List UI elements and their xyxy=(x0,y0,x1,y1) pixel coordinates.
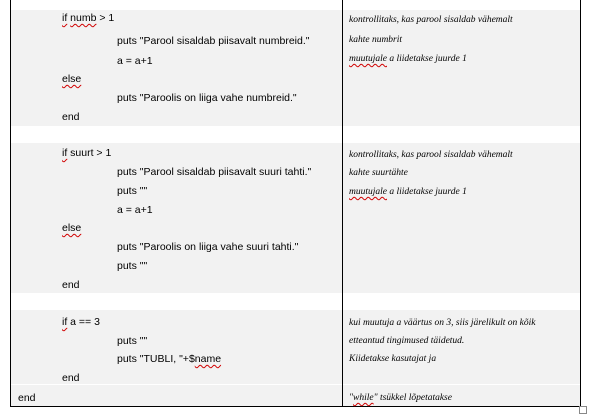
code-else-1: else xyxy=(62,73,82,85)
if-keyword: if xyxy=(62,316,68,328)
code-end-2: end xyxy=(62,279,80,291)
quote-open: " xyxy=(349,393,353,403)
code-puts-tahti: puts "Parool sisaldab piisavalt suuri tahti." xyxy=(117,166,312,178)
code-assign-1: a = a+1 xyxy=(117,55,153,67)
code-puts-vahe-numbreid: puts "Paroolis on liiga vahe numbreid." xyxy=(117,92,297,104)
comment-1-line2: kahte numbrit xyxy=(349,35,403,45)
code-puts-empty-3: puts "" xyxy=(117,335,148,347)
code-else-2: else xyxy=(62,222,82,234)
code-end-3: end xyxy=(62,372,80,384)
puts-tubli-prefix: puts "TUBLI, "+$ xyxy=(117,353,195,365)
var-numb: numb xyxy=(70,12,97,24)
comment-rest: " tsükkel lõpetatakse xyxy=(373,393,452,403)
comment-rest: a liidetakse juurde 1 xyxy=(387,54,467,64)
code-puts-numbreid: puts "Parool sisaldab piisavalt numbreid." xyxy=(117,35,310,47)
row-band-numb xyxy=(11,10,580,126)
row-band-end xyxy=(11,385,580,406)
code-if-suurt xyxy=(62,147,111,159)
code-table xyxy=(10,0,581,407)
comment-1-line3 xyxy=(349,54,467,64)
column-divider xyxy=(342,0,343,406)
code-puts-empty-2: puts "" xyxy=(117,260,148,272)
comment-3-line2: etteantud tingimused täidetud. xyxy=(349,336,465,346)
comment-squig: muutujale xyxy=(349,187,387,197)
if-condition: a == 3 xyxy=(67,316,100,328)
code-assign-2: a = a+1 xyxy=(117,204,153,216)
comment-2-line1: kontrollitaks, kas parool sisaldab vähemalt xyxy=(349,150,513,160)
comment-3-line3: Kiidetakse kasutajat ja xyxy=(349,354,437,364)
table-resize-handle[interactable] xyxy=(579,406,587,414)
code-end-while: end xyxy=(18,392,36,404)
comment-2-line3 xyxy=(349,187,467,197)
code-puts-vahe-tahti: puts "Paroolis on liiga vahe suuri tahti." xyxy=(117,241,299,253)
comment-2-line2: kahte suurtähte xyxy=(349,168,408,178)
if-condition: > 1 xyxy=(96,12,115,24)
code-if-a3 xyxy=(62,316,100,328)
while-word: while xyxy=(353,393,374,403)
var-name: name xyxy=(194,353,222,365)
comment-while xyxy=(349,393,452,403)
comment-3-line1: kui muutuja a väärtus on 3, siis järelikult on kõik xyxy=(349,318,536,328)
if-keyword: if xyxy=(62,12,68,24)
comment-1-line1: kontrollitaks, kas parool sisaldab vähemalt xyxy=(349,15,513,25)
comment-rest: a liidetakse juurde 1 xyxy=(387,187,467,197)
code-puts-empty-1: puts "" xyxy=(117,185,148,197)
code-end-1: end xyxy=(62,111,80,123)
code-puts-tubli xyxy=(117,353,221,365)
code-if-numb xyxy=(62,12,114,24)
comment-squig: muutujale xyxy=(349,54,387,64)
if-keyword: if xyxy=(62,147,68,159)
if-condition: suurt > 1 xyxy=(67,147,112,159)
